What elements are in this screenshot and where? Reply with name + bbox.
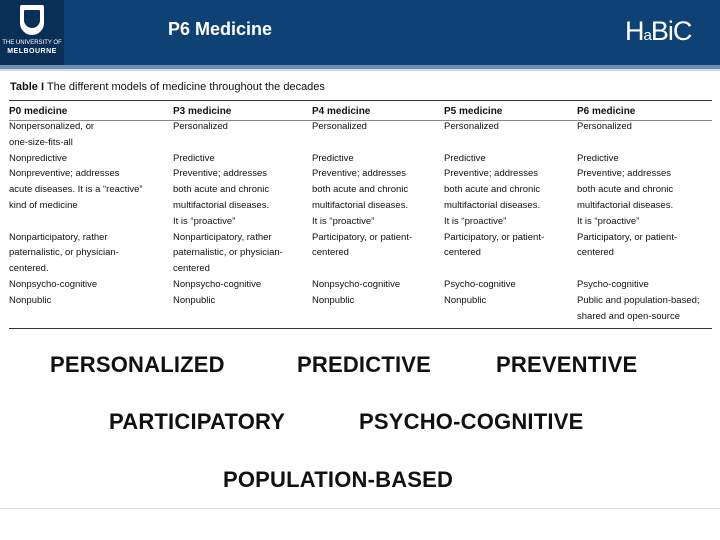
table-cell-line: paternalistic, or physician- xyxy=(9,247,119,259)
table-cell-line: Participatory, or patient- xyxy=(312,231,413,243)
table-cell-line: both acute and chronic xyxy=(577,184,674,196)
table-cell-line: paternalistic, or physician- xyxy=(173,247,283,259)
table-cell-line: Participatory, or patient- xyxy=(444,231,545,243)
table-cell-line: Nonpsycho-cognitive xyxy=(9,278,98,290)
table-cell-line: both acute and chronic xyxy=(173,184,270,196)
table-cell-line: Nonparticipatory, rather xyxy=(9,231,108,243)
table-cell-line: It is “proactive” xyxy=(173,215,236,227)
table-cell-line: both acute and chronic xyxy=(444,184,541,196)
table-cell-line xyxy=(577,135,700,151)
table-cell-line xyxy=(577,261,700,277)
table-column xyxy=(312,104,412,309)
table-cell-line: Nonpersonalized, or xyxy=(9,121,95,132)
table-cell-line xyxy=(312,135,412,151)
table-cell-line: Public and population-based; xyxy=(577,294,700,306)
crest-icon xyxy=(20,5,44,35)
table-cell-line: Personalized xyxy=(312,121,367,132)
table-cell-line: Preventive; addresses xyxy=(577,168,671,180)
table-cell-line: It is “proactive” xyxy=(577,215,640,227)
medicine-models-table xyxy=(4,76,717,331)
table-cell-line: one-size-fits-all xyxy=(9,136,73,148)
table-cell-line: Predictive xyxy=(173,152,215,164)
table-cell-line: Personalized xyxy=(577,121,632,132)
table-column xyxy=(173,104,283,309)
table-cell-line xyxy=(9,214,143,230)
table-cell-line: Nonpsycho-cognitive xyxy=(173,278,262,290)
table-cell-line: Nonpredictive xyxy=(9,152,68,164)
habic-logo: HaBiC xyxy=(625,16,692,46)
table-cell-line xyxy=(312,261,412,277)
column-header: P5 medicine xyxy=(444,106,503,117)
table-cell-line: Preventive; addresses xyxy=(173,168,267,180)
table-cell-line: Predictive xyxy=(312,152,354,164)
table-cell-line: Nonpublic xyxy=(173,294,216,306)
table-top-rule xyxy=(9,100,712,101)
keyword-personalized: PERSONALIZED xyxy=(50,352,225,377)
table-column xyxy=(9,104,143,309)
keyword-preventive: PREVENTIVE xyxy=(496,352,638,377)
table-cell-line: Nonpreventive; addresses xyxy=(9,168,120,180)
table-cell-line: Psycho-cognitive xyxy=(444,278,516,290)
university-name-line2: MELBOURNE xyxy=(7,48,57,55)
table-cell-line: Nonparticipatory, rather xyxy=(173,231,272,243)
column-header: P0 medicine xyxy=(9,106,68,117)
column-header: P4 medicine xyxy=(312,106,371,117)
table-column xyxy=(444,104,544,309)
table-cell-line xyxy=(173,135,283,151)
table-cell-line: multifactorial diseases. xyxy=(312,199,409,211)
column-header: P6 medicine xyxy=(577,106,636,117)
table-cell-line: centered xyxy=(173,263,210,275)
table-cell-line: shared and open-source xyxy=(577,310,680,322)
table-caption: Table I The different models of medicine throughout the decades xyxy=(10,81,325,93)
table-cell-line: Nonpsycho-cognitive xyxy=(312,278,401,290)
keyword-population-based: POPULATION-BASED xyxy=(223,467,454,492)
table-cell-line: both acute and chronic xyxy=(312,184,409,196)
keyword-predictive: PREDICTIVE xyxy=(297,352,432,377)
table-cell-line: Nonpublic xyxy=(312,294,355,306)
table-bottom-rule xyxy=(9,328,712,329)
table-cell-line: centered xyxy=(444,247,481,259)
table-cell-line: multifactorial diseases. xyxy=(173,199,270,211)
keyword-participatory: PARTICIPATORY xyxy=(109,409,286,434)
column-header: P3 medicine xyxy=(173,106,232,117)
table-cell-line: Participatory, or patient- xyxy=(577,231,678,243)
keyword-psycho-cognitive: PSYCHO-COGNITIVE xyxy=(359,409,584,434)
table-cell-line: Predictive xyxy=(577,152,619,164)
table-cell-line: kind of medicine xyxy=(9,199,78,211)
table-column xyxy=(577,104,700,324)
table-cell-line: Preventive; addresses xyxy=(312,168,406,180)
table-cell-line: It is “proactive” xyxy=(444,215,507,227)
header-stripe-light xyxy=(0,69,720,71)
university-logo xyxy=(0,0,64,65)
table-cell-line xyxy=(444,261,544,277)
slide-title: P6 Medicine xyxy=(168,19,273,39)
table-cell-line xyxy=(444,135,544,151)
university-name-line1: THE UNIVERSITY OF xyxy=(2,40,62,46)
table-cell-line: acute diseases. It is a “reactive” xyxy=(9,184,143,196)
slide-header xyxy=(0,0,720,65)
table-cell-line: centered xyxy=(577,247,614,259)
footer-divider xyxy=(0,508,720,509)
table-cell-line: centered. xyxy=(9,263,49,275)
table-cell-line: It is “proactive” xyxy=(312,215,375,227)
table-cell-line: multifactorial diseases. xyxy=(444,199,541,211)
table-cell-line: Preventive; addresses xyxy=(444,168,538,180)
table-cell-line: centered xyxy=(312,247,349,259)
table-cell-line: multifactorial diseases. xyxy=(577,199,674,211)
table-cell-line: Nonpublic xyxy=(444,294,487,306)
table-cell-line: Predictive xyxy=(444,152,486,164)
table-cell-line: Personalized xyxy=(173,121,228,132)
table-cell-line: Nonpublic xyxy=(9,294,52,306)
table-cell-line: Psycho-cognitive xyxy=(577,278,649,290)
table-cell-line: Personalized xyxy=(444,121,499,132)
